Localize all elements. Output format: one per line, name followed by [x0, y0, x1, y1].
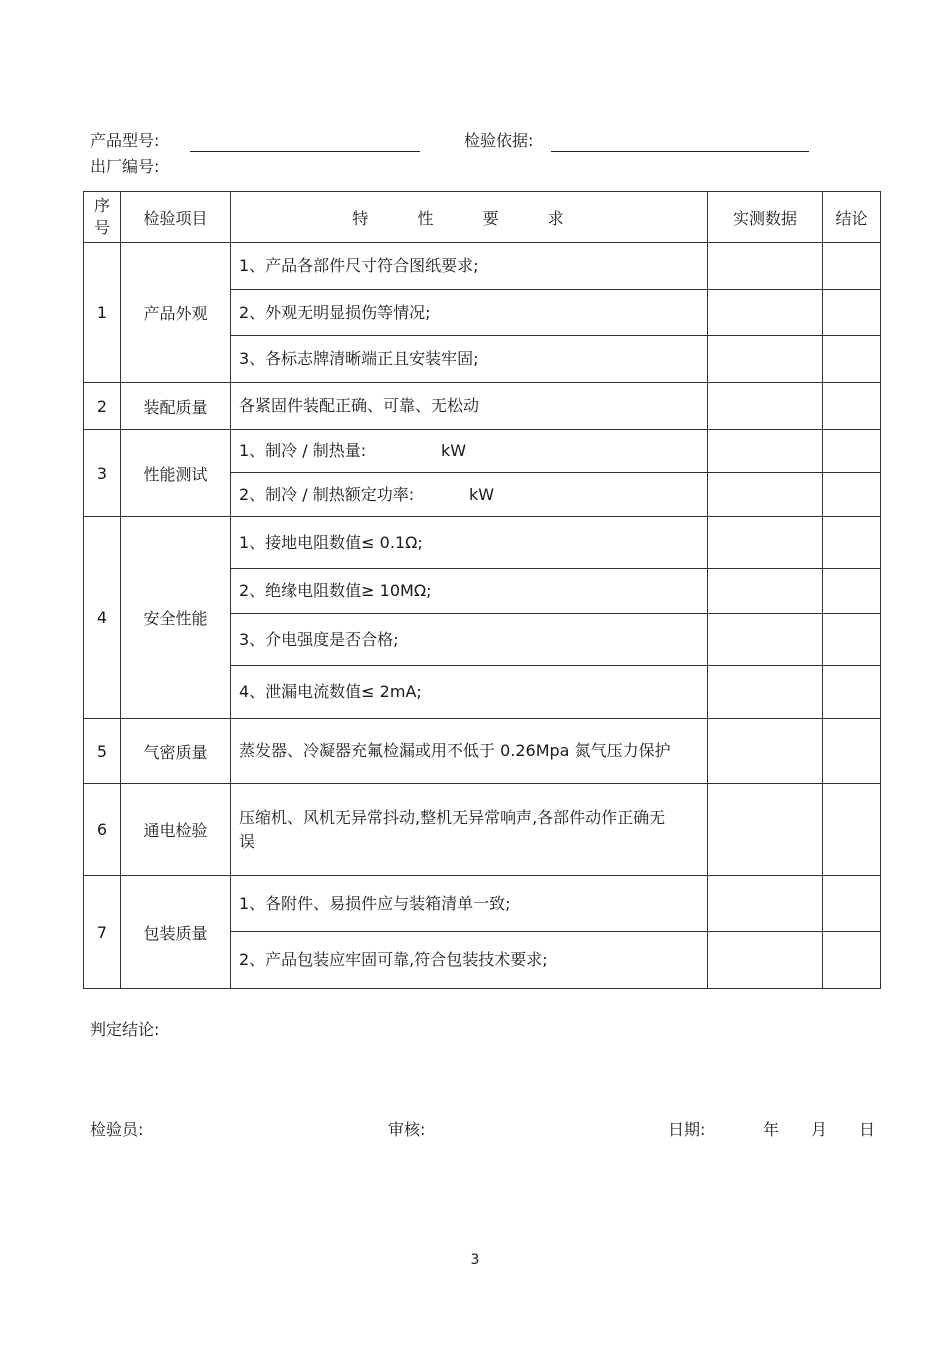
serial-number-label: 出厂编号:: [90, 157, 160, 176]
seq-cell: 3: [84, 430, 121, 517]
header-requirements: 特 性 要 求: [231, 192, 708, 243]
requirement-cell: 3、介电强度是否合格;: [231, 614, 708, 666]
measured-cell[interactable]: [708, 430, 823, 473]
table-row: [84, 430, 881, 473]
judgement-label: 判定结论:: [90, 1020, 160, 1039]
header-conclusion: 结论: [823, 192, 881, 243]
date-label: 日期:: [668, 1120, 706, 1139]
measured-cell[interactable]: [708, 243, 823, 290]
header-seq: 序 号: [84, 192, 121, 243]
table-header-row: [84, 192, 881, 243]
measured-cell[interactable]: [708, 876, 823, 932]
item-cell: 产品外观: [121, 243, 231, 383]
date-year: 年: [763, 1120, 780, 1139]
conclusion-cell[interactable]: [823, 784, 881, 876]
conclusion-cell[interactable]: [823, 876, 881, 932]
seq-cell: 1: [84, 243, 121, 383]
conclusion-cell[interactable]: [823, 383, 881, 430]
table-row: [84, 784, 881, 876]
requirement-cell: 1、制冷 / 制热量: kW: [231, 430, 708, 473]
item-cell: 装配质量: [121, 383, 231, 430]
page-number: 3: [470, 1252, 480, 1268]
requirement-cell: 蒸发器、冷凝器充氟检漏或用不低于 0.26Mpa 氮气压力保护: [231, 719, 708, 784]
inspection-basis-field[interactable]: [551, 151, 809, 152]
item-cell: 气密质量: [121, 719, 231, 784]
header-item: 检验项目: [121, 192, 231, 243]
measured-cell[interactable]: [708, 336, 823, 383]
measured-cell[interactable]: [708, 666, 823, 719]
conclusion-cell[interactable]: [823, 666, 881, 719]
item-cell: 包装质量: [121, 876, 231, 989]
table-row: [84, 383, 881, 430]
conclusion-cell[interactable]: [823, 473, 881, 517]
inspection-table: [83, 191, 881, 989]
requirement-cell: 1、产品各部件尺寸符合图纸要求;: [231, 243, 708, 290]
requirement-cell: 1、各附件、易损件应与装箱清单一致;: [231, 876, 708, 932]
item-cell: 安全性能: [121, 517, 231, 719]
measured-cell[interactable]: [708, 517, 823, 569]
requirement-cell: 2、外观无明显损伤等情况;: [231, 290, 708, 336]
product-model-label: 产品型号:: [90, 131, 160, 150]
requirement-cell: 2、绝缘电阻数值≥ 10MΩ;: [231, 569, 708, 614]
seq-cell: 6: [84, 784, 121, 876]
requirement-cell: 4、泄漏电流数值≤ 2mA;: [231, 666, 708, 719]
date-day: 日: [859, 1120, 876, 1139]
seq-cell: 2: [84, 383, 121, 430]
seq-cell: 5: [84, 719, 121, 784]
measured-cell[interactable]: [708, 383, 823, 430]
measured-cell[interactable]: [708, 290, 823, 336]
unit-label: kW: [441, 441, 467, 460]
table-row: [84, 876, 881, 932]
requirement-cell: 1、接地电阻数值≤ 0.1Ω;: [231, 517, 708, 569]
conclusion-cell[interactable]: [823, 614, 881, 666]
requirement-cell: 2、制冷 / 制热额定功率: kW: [231, 473, 708, 517]
measured-cell[interactable]: [708, 614, 823, 666]
measured-cell[interactable]: [708, 784, 823, 876]
conclusion-cell[interactable]: [823, 569, 881, 614]
table-row: [84, 517, 881, 569]
requirement-cell: 压缩机、风机无异常抖动,整机无异常响声,各部件动作正确无误: [231, 784, 708, 876]
table-row: [84, 719, 881, 784]
conclusion-cell[interactable]: [823, 336, 881, 383]
conclusion-cell[interactable]: [823, 932, 881, 989]
conclusion-cell[interactable]: [823, 243, 881, 290]
requirement-cell: 3、各标志牌清晰端正且安装牢固;: [231, 336, 708, 383]
measured-cell[interactable]: [708, 569, 823, 614]
requirement-cell: 2、产品包装应牢固可靠,符合包装技术要求;: [231, 932, 708, 989]
seq-cell: 7: [84, 876, 121, 989]
item-cell: 性能测试: [121, 430, 231, 517]
measured-cell[interactable]: [708, 932, 823, 989]
measured-cell[interactable]: [708, 719, 823, 784]
conclusion-cell[interactable]: [823, 430, 881, 473]
seq-cell: 4: [84, 517, 121, 719]
inspector-label: 检验员:: [90, 1120, 144, 1139]
unit-label: kW: [469, 484, 495, 504]
product-model-field[interactable]: [190, 151, 420, 152]
conclusion-cell[interactable]: [823, 719, 881, 784]
requirement-cell: 各紧固件装配正确、可靠、无松动: [231, 383, 708, 430]
conclusion-cell[interactable]: [823, 290, 881, 336]
conclusion-cell[interactable]: [823, 517, 881, 569]
inspection-basis-label: 检验依据:: [464, 131, 534, 150]
header-measured: 实测数据: [708, 192, 823, 243]
reviewer-label: 审核:: [388, 1120, 426, 1139]
table-row: [84, 243, 881, 290]
date-month: 月: [811, 1120, 828, 1139]
measured-cell[interactable]: [708, 473, 823, 517]
item-cell: 通电检验: [121, 784, 231, 876]
